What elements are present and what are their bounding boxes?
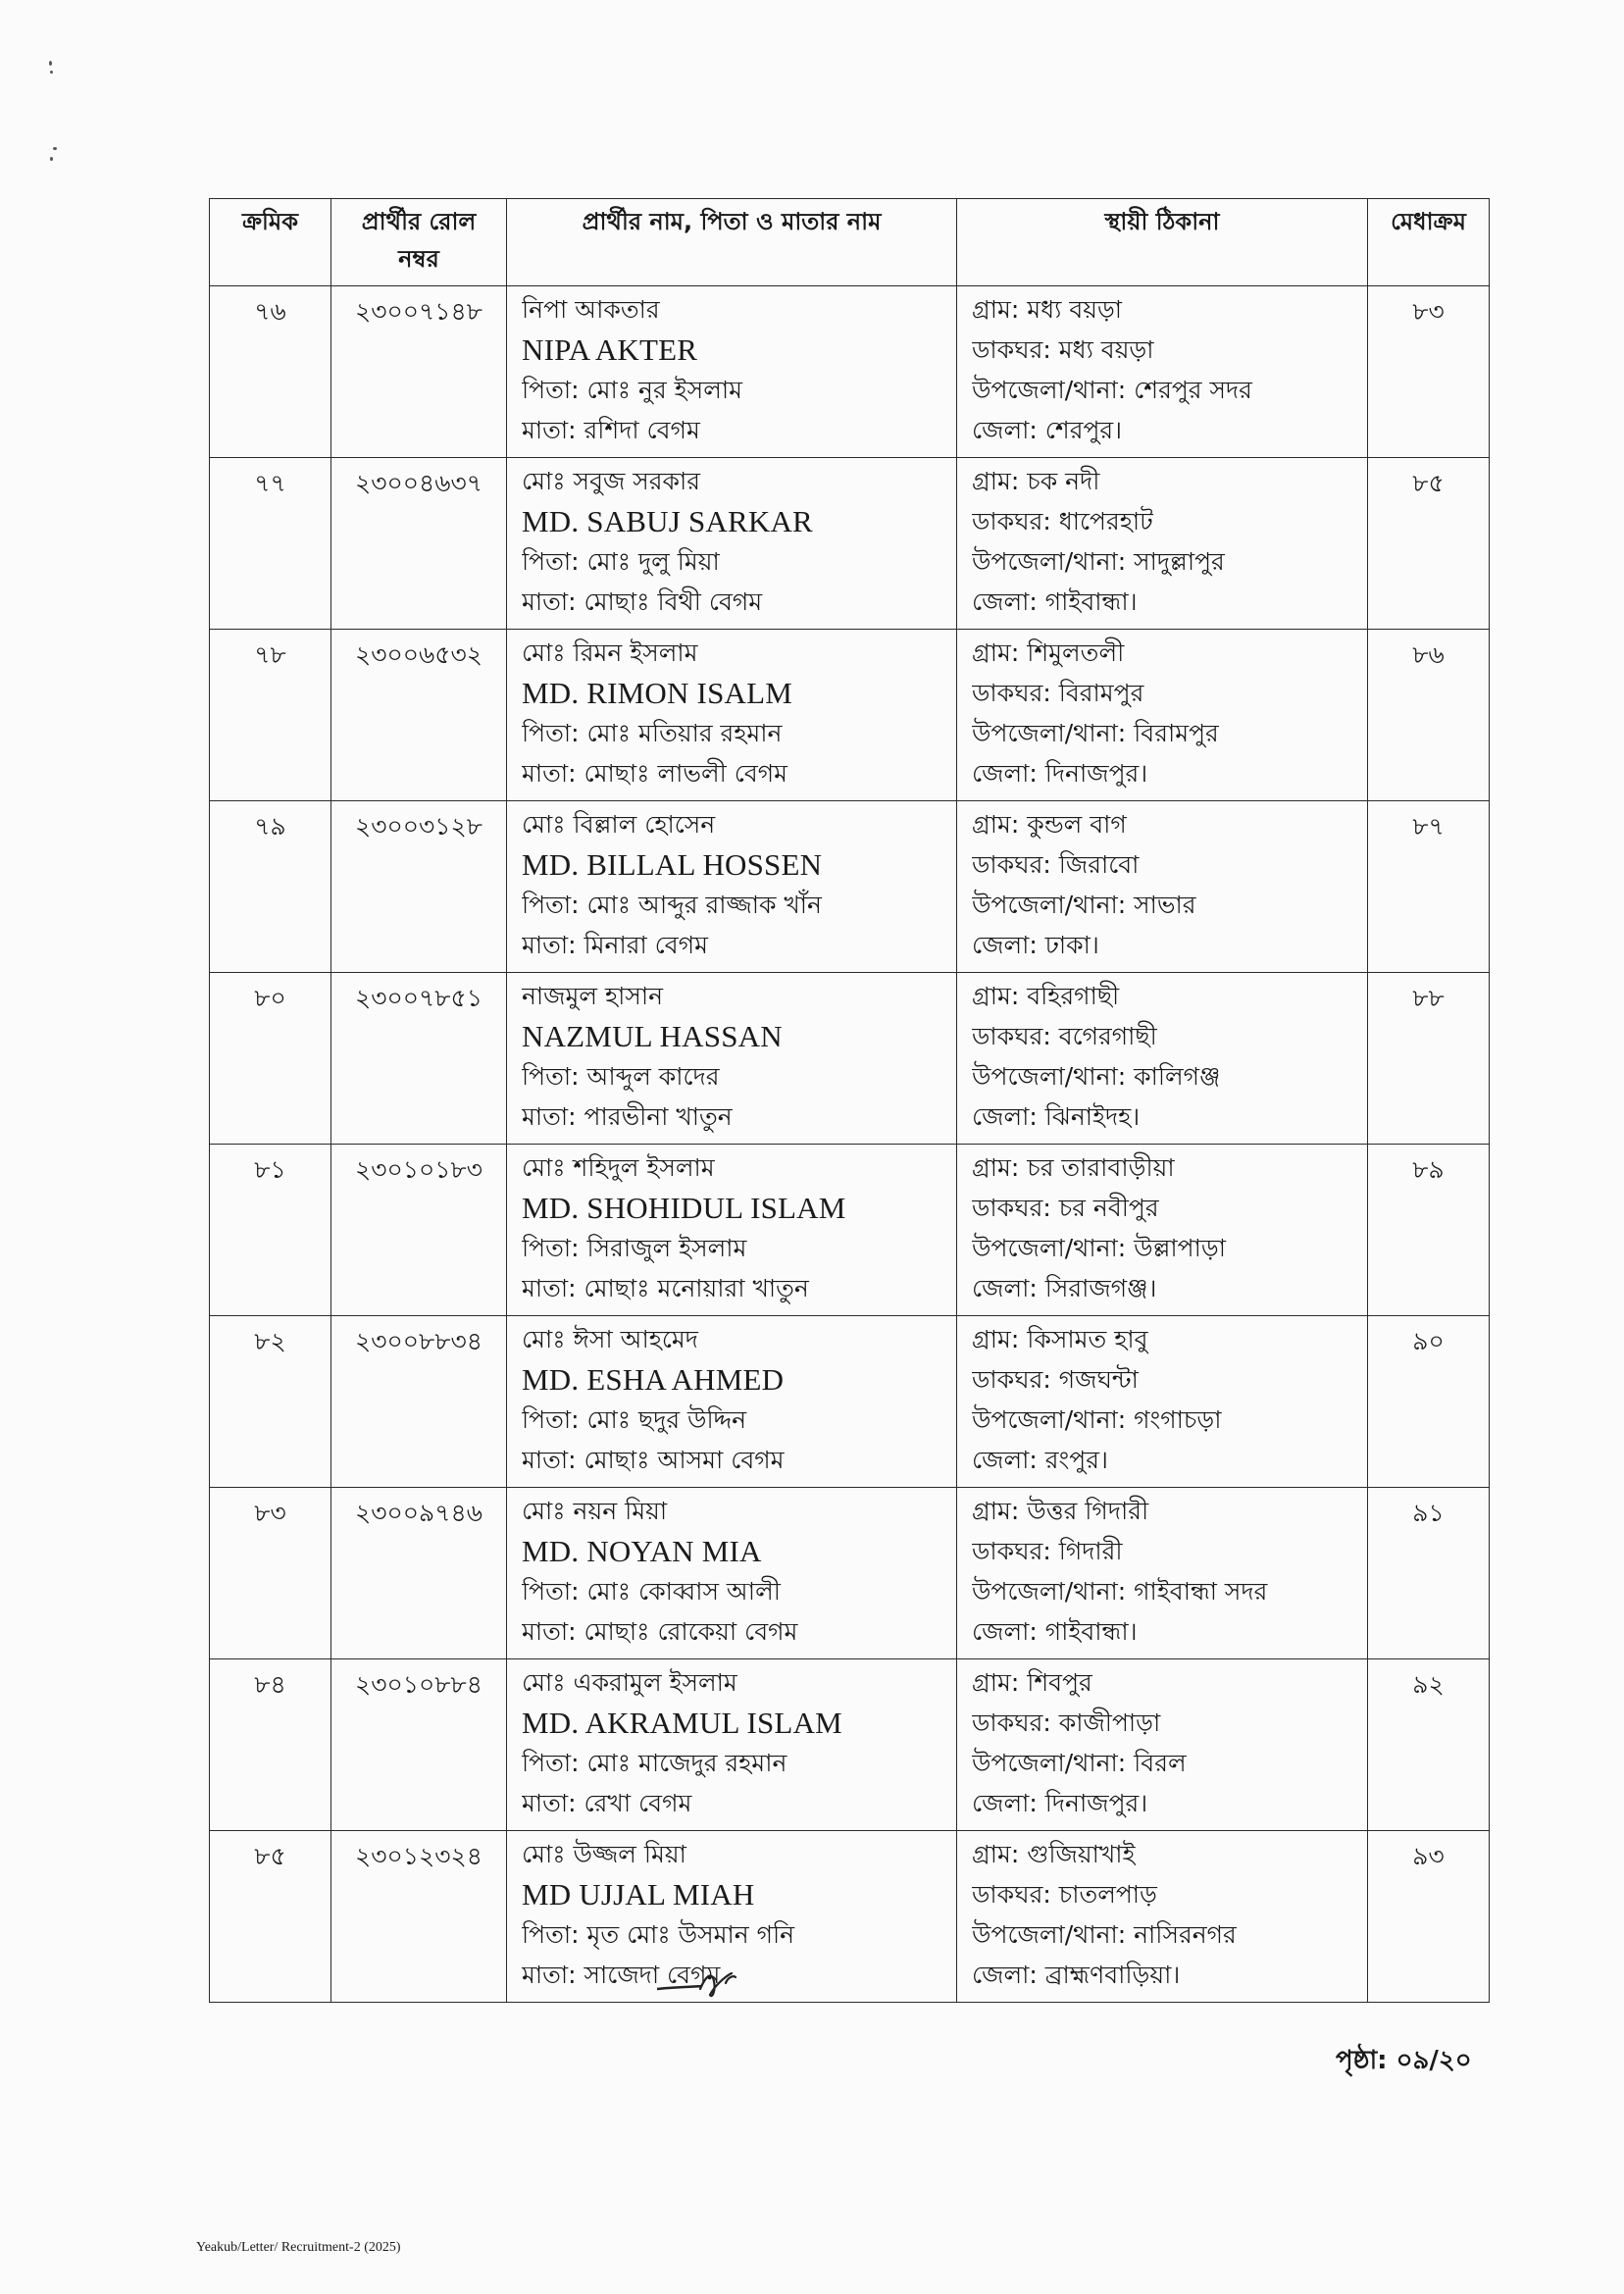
candidate-name-english: MD. NOYAN MIA [522,1534,762,1568]
candidate-details-cell [507,801,957,973]
candidate-details-cell [507,630,957,801]
address-upazila: উপজেলা/থানা: বিরামপুর [972,719,1219,747]
header-name: প্রার্থীর নাম, পিতা ও মাতার নাম [507,199,957,286]
header-merit: মেধাক্রম [1368,199,1490,286]
address-post-office: ডাকঘর: ধাপেরহাট [972,507,1153,535]
address-post-office: ডাকঘর: চর নবীপুর [972,1194,1159,1222]
address-post-office: ডাকঘর: গিদারী [972,1537,1123,1565]
candidate-name-bangla: মোঃ বিল্লাল হোসেন [522,810,716,839]
mother-name: মাতা: পারভীনা খাতুন [522,1102,733,1131]
table-row [210,1316,1490,1488]
roll-number-cell: ২৩০০৩১২৮ [331,801,507,973]
table-row [210,458,1490,630]
header-address: স্থায়ী ঠিকানা [957,199,1368,286]
candidate-name-english: MD. RIMON ISALM [522,676,792,710]
table-header-row [210,199,1490,286]
address-district: জেলা: ঝিনাইদহ। [972,1102,1141,1131]
mother-name: মাতা: মোছাঃ বিথী বেগম [522,587,763,616]
candidate-name-bangla: মোঃ শহিদুল ইসলাম [522,1153,715,1182]
address-post-office: ডাকঘর: জিরাবো [972,850,1140,879]
father-name: পিতা: মোঃ কোব্বাস আলী [522,1577,781,1606]
table-row [210,1145,1490,1316]
address-district: জেলা: শেরপুর। [972,416,1123,444]
header-serial: ক্রমিক [210,199,331,286]
address-district: জেলা: দিনাজপুর। [972,1789,1148,1817]
candidate-name-english: MD. SHOHIDUL ISLAM [522,1191,846,1225]
address-post-office: ডাকঘর: মধ্য বয়ড়া [972,335,1154,364]
serial-cell: ৭৯ [210,801,331,973]
candidate-name-bangla: মোঃ নয়ন মিয়া [522,1497,668,1525]
candidate-details-cell [507,286,957,458]
address-district: জেলা: রংপুর। [972,1446,1108,1474]
roll-number-cell: ২৩০০৯৭৪৬ [331,1488,507,1659]
serial-cell: ৮৩ [210,1488,331,1659]
address-post-office: ডাকঘর: বগেরগাছী [972,1022,1157,1050]
candidate-name-english: MD. BILLAL HOSSEN [522,847,823,882]
candidate-details-cell [507,1659,957,1831]
merit-position-cell: ৮৯ [1368,1145,1490,1316]
address-post-office: ডাকঘর: কাজীপাড়া [972,1708,1161,1737]
serial-cell: ৮৫ [210,1831,331,2003]
candidate-details-cell [507,1488,957,1659]
mother-name: মাতা: মোছাঃ রোকেয়া বেগম [522,1617,798,1646]
merit-position-cell: ৯১ [1368,1488,1490,1659]
scan-speck [50,157,53,161]
scan-speck [53,147,57,150]
table-row [210,1488,1490,1659]
address-district: জেলা: সিরাজগঞ্জ। [972,1274,1157,1302]
table-row [210,286,1490,458]
address-post-office: ডাকঘর: চাতলপাড় [972,1880,1157,1909]
header-roll: প্রার্থীর রোল নম্বর [331,199,507,286]
candidate-name-bangla: মোঃ রিমন ইসলাম [522,638,698,667]
address-village: গ্রাম: মধ্য বয়ড়া [972,295,1123,324]
father-name: পিতা: মোঃ নুর ইসলাম [522,376,742,404]
merit-position-cell: ৮৩ [1368,286,1490,458]
roll-number-cell: ২৩০০৬৫৩২ [331,630,507,801]
address-upazila: উপজেলা/থানা: নাসিরনগর [972,1920,1237,1949]
candidate-name-english: MD. SABUJ SARKAR [522,504,813,538]
permanent-address-cell [957,1145,1368,1316]
signature-initial [655,1965,743,2005]
address-village: গ্রাম: শিমুলতলী [972,638,1125,667]
page-number: পৃষ্ঠা: ০৯/২০ [1336,2046,1472,2075]
address-village: গ্রাম: গুজিয়াখাই [972,1840,1136,1868]
table-row [210,1659,1490,1831]
address-upazila: উপজেলা/থানা: গংগাচড়া [972,1405,1222,1434]
address-upazila: উপজেলা/থানা: সাদুল্লাপুর [972,547,1225,576]
candidate-name-bangla: মোঃ সবুজ সরকার [522,467,701,495]
permanent-address-cell [957,458,1368,630]
merit-position-cell: ৮৭ [1368,801,1490,973]
father-name: পিতা: মৃত মোঃ উসমান গনি [522,1920,795,1949]
candidate-details-cell [507,1316,957,1488]
father-name: পিতা: মোঃ মতিয়ার রহমান [522,719,783,747]
address-post-office: ডাকঘর: গজঘন্টা [972,1365,1139,1394]
serial-cell: ৭৭ [210,458,331,630]
address-district: জেলা: ব্রাহ্মণবাড়িয়া। [972,1961,1181,1989]
permanent-address-cell [957,1659,1368,1831]
candidate-name-bangla: মোঃ একরামুল ইসলাম [522,1668,737,1697]
permanent-address-cell [957,801,1368,973]
permanent-address-cell [957,973,1368,1145]
roll-number-cell: ২৩০০৭৮৫১ [331,973,507,1145]
candidate-details-cell [507,1145,957,1316]
father-name: পিতা: সিরাজুল ইসলাম [522,1234,747,1262]
serial-cell: ৮১ [210,1145,331,1316]
address-upazila: উপজেলা/থানা: গাইবান্ধা সদর [972,1577,1268,1606]
roll-number-cell: ২৩০০৮৮৩৪ [331,1316,507,1488]
permanent-address-cell [957,1831,1368,2003]
roll-number-cell: ২৩০০৭১৪৮ [331,286,507,458]
roll-number-cell: ২৩০১২৩২৪ [331,1831,507,2003]
address-village: গ্রাম: কিসামত হাবু [972,1325,1148,1353]
candidate-name-english: NIPA AKTER [522,332,698,367]
merit-position-cell: ৯০ [1368,1316,1490,1488]
address-district: জেলা: গাইবান্ধা। [972,1617,1138,1646]
roll-number-cell: ২৩০১০৮৮৪ [331,1659,507,1831]
address-village: গ্রাম: উত্তর গিদারী [972,1497,1149,1525]
table-row [210,630,1490,801]
mother-name: মাতা: মিনারা বেগম [522,931,708,959]
candidate-name-english: MD UJJAL MIAH [522,1877,755,1912]
merit-position-cell: ৯৩ [1368,1831,1490,2003]
address-village: গ্রাম: কুন্ডল বাগ [972,810,1127,839]
serial-cell: ৮২ [210,1316,331,1488]
merit-position-cell: ৮৮ [1368,973,1490,1145]
address-district: জেলা: গাইবান্ধা। [972,587,1138,616]
candidate-details-cell [507,458,957,630]
merit-list-table [209,198,1490,2003]
address-district: জেলা: ঢাকা। [972,931,1099,959]
table-row [210,973,1490,1145]
serial-cell: ৭৮ [210,630,331,801]
father-name: পিতা: আব্দুল কাদের [522,1062,720,1091]
roll-number-cell: ২৩০১০১৮৩ [331,1145,507,1316]
candidate-name-bangla: নিপা আকতার [522,295,660,324]
address-upazila: উপজেলা/থানা: কালিগঞ্জ [972,1062,1221,1091]
address-village: গ্রাম: শিবপুর [972,1668,1092,1697]
address-upazila: উপজেলা/থানা: উল্লাপাড়া [972,1234,1226,1262]
mother-name: মাতা: মোছাঃ মনোয়ারা খাতুন [522,1274,809,1302]
candidate-name-english: NAZMUL HASSAN [522,1019,783,1053]
scan-speck [50,71,53,74]
mother-name: মাতা: রশিদা বেগম [522,416,700,444]
candidate-name-bangla: মোঃ উজ্জল মিয়া [522,1840,686,1868]
mother-name: মাতা: রেখা বেগম [522,1789,692,1817]
address-district: জেলা: দিনাজপুর। [972,759,1148,788]
mother-name: মাতা: মোছাঃ আসমা বেগম [522,1446,785,1474]
serial-cell: ৮৪ [210,1659,331,1831]
address-upazila: উপজেলা/থানা: সাভার [972,891,1196,919]
table-row [210,1831,1490,2003]
candidate-name-english: MD. AKRAMUL ISLAM [522,1706,842,1740]
scan-speck [49,61,52,66]
address-village: গ্রাম: বহিরগাছী [972,982,1120,1010]
father-name: পিতা: মোঃ মাজেদুর রহমান [522,1749,787,1777]
table-row [210,801,1490,973]
address-village: গ্রাম: চক নদী [972,467,1100,495]
father-name: পিতা: মোঃ দুলু মিয়া [522,547,720,576]
father-name: পিতা: মোঃ ছদুর উদ্দিন [522,1405,747,1434]
merit-position-cell: ৯২ [1368,1659,1490,1831]
permanent-address-cell [957,286,1368,458]
address-upazila: উপজেলা/থানা: বিরল [972,1749,1187,1777]
permanent-address-cell [957,1316,1368,1488]
address-post-office: ডাকঘর: বিরামপুর [972,679,1144,707]
merit-position-cell: ৮৬ [1368,630,1490,801]
merit-position-cell: ৮৫ [1368,458,1490,630]
footer-reference: Yeakub/Letter/ Recruitment-2 (2025) [196,2240,401,2255]
mother-name: মাতা: মোছাঃ লাভলী বেগম [522,759,788,788]
address-upazila: উপজেলা/থানা: শেরপুর সদর [972,376,1252,404]
candidate-details-cell [507,973,957,1145]
candidate-name-bangla: নাজমুল হাসান [522,982,664,1010]
candidate-name-bangla: মোঃ ঈসা আহমেদ [522,1325,698,1353]
address-village: গ্রাম: চর তারাবাড়ীয়া [972,1153,1175,1182]
serial-cell: ৭৬ [210,286,331,458]
serial-cell: ৮০ [210,973,331,1145]
candidate-name-english: MD. ESHA AHMED [522,1362,785,1397]
roll-number-cell: ২৩০০৪৬৩৭ [331,458,507,630]
permanent-address-cell [957,630,1368,801]
mother-name: মাতা: সাজেদা বেগম [522,1961,721,1989]
father-name: পিতা: মোঃ আব্দুর রাজ্জাক খাঁন [522,891,822,919]
permanent-address-cell [957,1488,1368,1659]
